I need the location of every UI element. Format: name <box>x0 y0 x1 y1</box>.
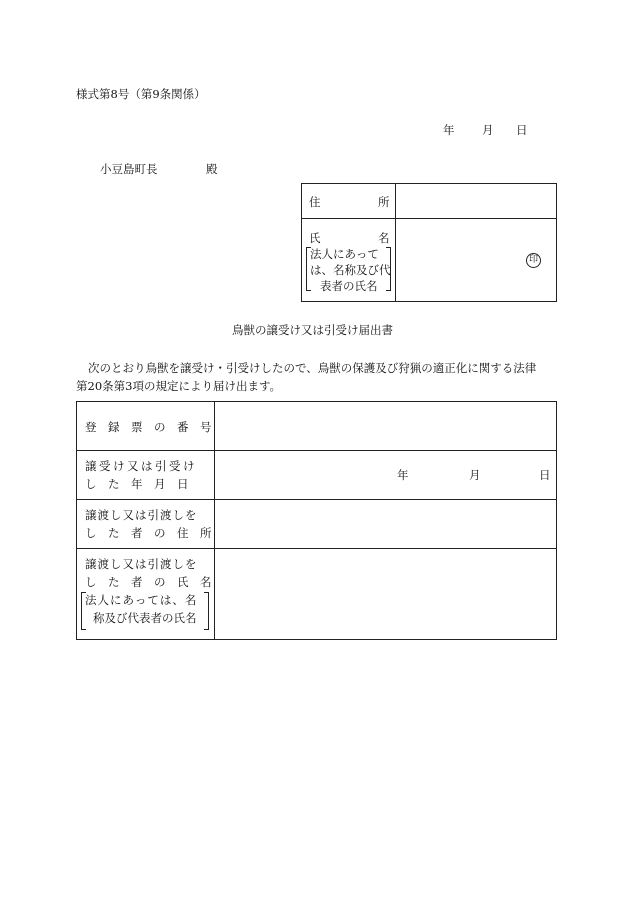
addressee-honorific: 殿 <box>206 162 218 176</box>
address-label-cell <box>302 184 396 219</box>
transferor-address-label-2: し た 者 の 住 所 <box>85 526 212 540</box>
transfer-table <box>76 401 557 640</box>
transferor-name-label-cell <box>77 549 215 640</box>
date-day-label: 日 <box>516 123 528 137</box>
name-field[interactable] <box>396 219 557 302</box>
transferor-corp-note-2: 称及び代表者の氏名 <box>93 611 197 625</box>
address-label-2: 所 <box>378 195 390 209</box>
received-date-label-2: し た 年 月 日 <box>85 477 189 491</box>
registration-number-field[interactable] <box>215 402 557 451</box>
name-label-2: 名 <box>378 231 390 245</box>
address-field[interactable] <box>396 184 557 219</box>
received-year-label: 年 <box>397 468 409 482</box>
received-date-label-1: 譲受け又は引受け <box>85 459 197 473</box>
addressee-name: 小豆島町長 <box>100 162 158 176</box>
transferor-corp-note-1: 法人にあっては、名 <box>85 593 198 607</box>
date-month-label: 月 <box>482 123 494 137</box>
registration-number-label: 登 録 票 の 番 号 <box>85 420 212 434</box>
received-day-label: 日 <box>539 468 551 482</box>
body-line-1: 次のとおり鳥獣を譲受け・引受けしたので、鳥獣の保護及び狩猟の適正化に関する法律 <box>88 361 537 375</box>
form-number: 様式第8号（第9条関係） <box>76 87 206 101</box>
transferor-name-label-2: し た 者 の 氏 名 <box>85 575 212 589</box>
received-date-label-cell <box>77 451 215 500</box>
seal-icon: 印 <box>526 253 541 268</box>
name-label-1: 氏 <box>309 231 321 245</box>
corp-note-line-1: 法人にあって <box>310 247 379 261</box>
registration-number-label-cell <box>77 402 215 451</box>
applicant-table <box>301 183 557 302</box>
transferor-name-field[interactable] <box>215 549 557 640</box>
date-year-label: 年 <box>443 123 455 137</box>
received-date-field[interactable] <box>215 451 557 500</box>
transferor-address-field[interactable] <box>215 500 557 549</box>
transferor-corp-bracket-right <box>204 592 209 630</box>
corp-note-line-3: 表者の氏名 <box>320 279 378 293</box>
name-label-cell <box>302 219 396 302</box>
transferor-name-label-1: 譲渡し又は引渡しを <box>85 557 198 571</box>
document-title: 鳥獣の譲受け又は引受け届出書 <box>232 323 393 337</box>
transferor-address-label-1: 譲渡し又は引渡しを <box>85 508 198 522</box>
corp-note-line-2: は、名称及び代 <box>310 263 391 277</box>
address-label-1: 住 <box>309 195 321 209</box>
transferor-address-label-cell <box>77 500 215 549</box>
received-month-label: 月 <box>469 468 481 482</box>
body-line-2: 第20条第3項の規定により届け出ます。 <box>76 379 282 393</box>
